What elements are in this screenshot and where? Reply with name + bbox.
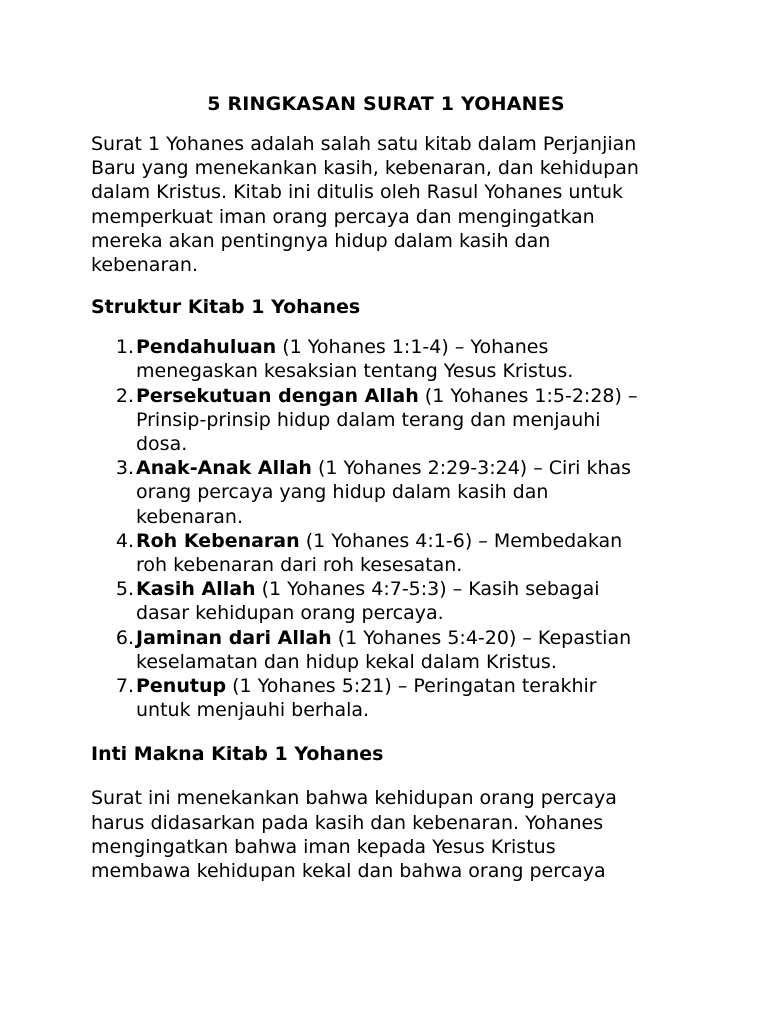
item-line: dasar kehidupan orang percaya. [136,602,444,625]
item-text [136,529,681,577]
item-line: roh kebenaran dari roh kesesatan. [136,554,463,577]
item-text [136,577,681,625]
item-title: Penutup [136,675,227,698]
item-detail: (1 Yohanes 1:1-4) – Yohanes [276,336,549,359]
meaning-line: Surat ini menekankan bahwa kehidupan orang percaya [91,787,617,810]
item-number: 3. [115,457,134,480]
intro-line: memperkuat iman orang percaya dan mengingatkan [91,205,595,228]
meaning-line: harus didasarkan pada kasih dan kebenaran. Yohanes [91,811,604,834]
item-line: kebenaran. [136,505,243,528]
item-title: Persekutuan dengan Allah [136,384,419,407]
item-text [136,674,681,722]
item-title: Jaminan dari Allah [136,626,332,649]
intro-line: Surat 1 Yohanes adalah salah satu kitab dalam Perjanjian [91,133,637,155]
item-detail: (1 Yohanes 4:7-5:3) – Kasih sebagai [255,578,600,601]
item-number: 7. [115,675,134,698]
intro-line: kebenaran. [91,254,198,277]
intro-line: mereka akan pentingnya hidup dalam kasih dan [91,229,551,252]
item-detail: (1 Yohanes 5:21) – Peringatan terakhir [226,675,597,698]
list-item [91,335,681,383]
document-page [91,92,681,901]
meaning-line: mengingatkan bahwa iman kepada Yesus Kristus [91,835,556,858]
item-title: Roh Kebenaran [136,529,300,552]
item-title: Anak-Anak Allah [136,457,312,480]
item-detail: (1 Yohanes 5:4-20) – Kepastian [331,626,632,649]
item-number: 1. [115,336,134,359]
list-item [91,456,681,529]
meaning-heading: Inti Makna Kitab 1 Yohanes [91,743,384,766]
item-line [136,626,681,650]
item-number: 6. [115,626,134,649]
item-detail: (1 Yohanes 1:5-2:28) – [418,384,638,407]
structure-list [91,335,681,722]
intro-paragraph [91,132,681,277]
item-detail: (1 Yohanes 2:29-3:24) – Ciri khas [311,457,632,480]
item-number: 5. [115,578,134,601]
item-line: untuk menjauhi berhala. [136,699,370,722]
intro-line: Baru yang menekankan kasih, kebenaran, dan kehidupan [91,157,639,180]
list-item [91,626,681,674]
item-text [136,335,681,383]
meaning-paragraph [91,786,681,883]
item-line [136,335,681,359]
list-item [91,529,681,577]
item-line [136,577,681,601]
item-line: dosa. [136,433,188,456]
item-number: 4. [115,529,134,552]
item-title: Kasih Allah [136,578,256,601]
item-line [136,529,681,553]
item-line: keselamatan dan hidup kekal dalam Kristus. [136,650,557,673]
list-item [91,577,681,625]
item-line: menegaskan kesaksian tentang Yesus Kristus. [136,360,574,383]
item-line [136,456,681,480]
list-item [91,384,681,457]
item-line: orang percaya yang hidup dalam kasih dan [136,481,549,504]
item-line [136,674,681,698]
item-text [136,456,681,529]
item-detail: (1 Yohanes 4:1-6) – Membedakan [299,529,623,552]
document-title: 5 RINGKASAN SURAT 1 YOHANES [207,93,565,115]
item-line: Prinsip-prinsip hidup dalam terang dan menjauhi [136,408,601,431]
item-title: Pendahuluan [136,336,277,359]
item-number: 2. [115,384,134,407]
item-line [136,384,681,408]
item-text [136,384,681,457]
meaning-line: membawa kehidupan kekal dan bahwa orang percaya [91,860,606,883]
intro-line: dalam Kristus. Kitab ini ditulis oleh Rasul Yohanes untuk [91,181,623,204]
item-text [136,626,681,674]
structure-heading: Struktur Kitab 1 Yohanes [91,296,361,319]
list-item [91,674,681,722]
